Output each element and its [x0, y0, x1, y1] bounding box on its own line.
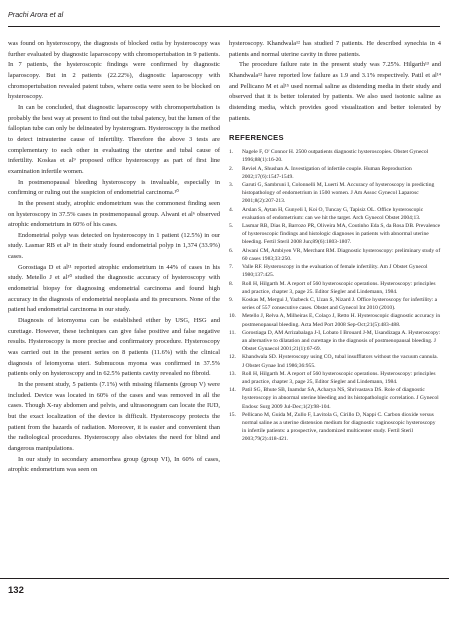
reference-item: [229, 386, 441, 411]
reference-number: 6.: [229, 247, 234, 254]
reference-text: Roll H, Hilgarth M. A report of 560 hysteroscopic operations. Hysteroscopy: principles and practice, chapter 3, page 25. Editor Siegler and Lindemann, 1984.: [242, 280, 436, 295]
body-paragraph: In postmenopausal bleeding hysteroscopy is invaluable, especially in confirming or ruling out the suspicion of endometrial carcinoma.¹⁰: [8, 178, 220, 197]
reference-list: [229, 148, 441, 443]
body-paragraph: Gorostiaga D et al¹¹ reported atrophic endometrium in 44% of cases in his study. Metello J et al¹⁰ studied the diagnostic accuracy of hysteroscopy with endometrial biopsy for diagnosing endometrial carcinoma and found high accuracy in the diagnosis of endometrial neoplasia and its precursors. None of the patient had endometrial carcinoma in our study.: [8, 263, 220, 314]
reference-item: [229, 312, 441, 328]
reference-item: [229, 329, 441, 354]
reference-item: [229, 263, 441, 279]
reference-number: 8.: [229, 280, 234, 287]
reference-number: 4.: [229, 206, 234, 213]
reference-number: 13.: [229, 370, 236, 377]
body-paragraph: In our study in secondary amenorrhea group (group VI), In 60% of cases, atrophic endometrium was seen on: [8, 455, 220, 474]
reference-text: Nagele F, O' Connor H. 2500 outpatients diagnostic hysteroscopies. Obstet Gynecol 1996;88(1):16-20.: [242, 149, 429, 164]
reference-text: Patil SG, Bhute SB, Inamdar SA, Acharya NS, Shrivastava DS. Role of diagnostic hysteroscopy in abnormal uterine bleeding and its histopathologic correlation. J Gynecol Endosc Surg 2009 Jul-Dec;1(2):98-104.: [242, 387, 439, 410]
reference-text: Alwani CM, Ambiyen VR, Merchant RM. Diagnostic hysteroscopy: preliminary study of 60 cases 1983;33:250.: [242, 247, 441, 262]
reference-text: Roll H, Hilgarth M. A report of 560 hysteroscopic operations. Hysteroscopy: principles and practice, chapter 3, page 25, Editor Siegler and Lindemann, 1984.: [242, 370, 436, 385]
reference-text: Arslan S, Aytan H, Gunyeli I, Koi O, Tuncay G, Tapisiz OL. Office hysteroscopic evaluation of endometrium: can we hit the target. Arch Gynecol Obstet 2004;13.: [242, 206, 424, 221]
reference-number: 9.: [229, 296, 234, 303]
reference-text: Koskas M, Mergui J, Yazbeck C, Uzan S, Nizard J. Office hysteroscopy for infertility: a series of 557 consecutive cases. Obstet and Gynecol Int 2010 (2010).: [242, 296, 438, 312]
reference-number: 7.: [229, 264, 234, 271]
body-paragraph: was found on hysteroscopy, the diagnosis of blocked ostia by hysteroscopy was further evaluated by diagnostic laparoscopy with chromopertubation in 9 patients. In 7 patients, the hysteroscopic findings were confirmed by diagnostic laparoscopy. But in 2 patients (22.22%), diagnostic laparoscopy with chromopertubation revealed patent tubes, where ostia were seen to be blocked on hysteroscopy.: [8, 40, 220, 101]
reference-number: 14.: [229, 387, 236, 394]
reference-item: [229, 165, 441, 181]
reference-text: Pellicano M, Guida M, Zullo F, Lavitola G, Cirillo D, Nappi C. Carbon dioxide versus normal saline as a uterine distension medium for diagnostic vaginoscopic hysteroscopy in infertile patients: a prospective, randomized multicenter study. Fertil Steril 2003;79(2):418-421.: [242, 411, 436, 443]
body-paragraph: In the present study, 5 patients (7.1%) with missing filaments (group V) were included. Device was located in 60% of the cases and was removed in all the cases. Though X-ray abdomen and pelvis, and ultrasonogram can locate the IUD, but the exact localization of the device is difficult. Hysteroscopy protects the patient from the hazards of radiation. Moreover, it is easier and convenient than the radiological procedures. Hysteroscopy also obviates the need for blind and dangerous manipulations.: [8, 381, 220, 452]
running-header: [8, 6, 440, 32]
body-paragraph: The procedure failure rate in the present study was 7.25%. Hilgarth¹³ and Khandwala¹² have reported low failure as 1.9 and 3.1% respectively. Patil et al¹⁴ and Pellicano M et al¹⁵ used normal saline as distending media in their study and observed that it is better tolerated by patients. We also used isotonic saline as distending media, which provides good visualization and better tolerated by patients.: [229, 61, 441, 122]
reference-text: Khandwala SD. Hysteroscopy using CO₂ tubal insufflators without the vacuum cannula. J Obstet Gynae Ind 1986;36:955.: [242, 354, 438, 369]
reference-text: Lasmar RB, Dias R, Barrozo PR, Oliveira MA, Coutinho Eda S, da Rosa DB. Prevalence of hysteroscopic findings and histologic diagnoses in patients with abnormal uterine bleeding. Fertil Steril 2008 Jun;89(6):1803-1807.: [242, 223, 441, 246]
reference-number: 15.: [229, 411, 236, 418]
reference-item: [229, 370, 441, 386]
body-paragraph: hysteroscopy. Khandwala¹² has studied 7 patients. He described synechia in 4 patients and normal uterine cavity in three patients.: [229, 40, 441, 58]
footer-rule: [0, 578, 449, 579]
body-paragraph: Endometrial polyp was detected on hysteroscopy in 1 patient (12.5%) in our study. Lasmar RB et al⁵ in their study found endometrial polyp in 1,374 (33.9%) cases.: [8, 231, 220, 261]
running-title: Prachi Arora et al: [8, 10, 64, 19]
reference-item: [229, 148, 441, 164]
reference-item: [229, 181, 441, 206]
reference-item: [229, 247, 441, 263]
header-rule: [8, 26, 440, 27]
reference-number: 12.: [229, 354, 236, 361]
reference-item: [229, 296, 441, 312]
reference-number: 5.: [229, 223, 234, 230]
left-column: [8, 39, 220, 476]
reference-item: [229, 353, 441, 369]
reference-item: [229, 206, 441, 222]
reference-item: [229, 411, 441, 444]
reference-number: 11.: [229, 329, 236, 336]
references-heading: REFERENCES: [229, 133, 284, 143]
reference-number: 1.: [229, 149, 234, 156]
reference-item: [229, 280, 441, 296]
body-paragraph: In can be concluded, that diagnostic laparoscopy with chromopertubation is probably the best way at present to find out the tubal patency, but the lumen of the fallopian tube can only be delineated by hysterogram. Hysteroscopy is the method to detect intrauterine cause of infertility. Therefore the above 3 tests are complementary to each other in evaluating the uterine and tubal cause of infertility. Koskas et al⁹ proposed office hysteroscopy as part of first line examination infertile women.: [8, 103, 220, 175]
body-paragraph: In the present study, atrophic endometrium was the commonest finding seen on hysteroscopy in 37.5% cases in postmenopausal group. Alwani et al⁶ observed atrophic endometrium in 60% of his cases.: [8, 199, 220, 229]
body-paragraph: Diagnosis of leiomyoma can be established either by USG, HSG and curettage. However, these techniques can give false positive and false negative results. Hysteroscopy is more precise and confirmatory procedure. Hysteroscopy was carried out in the present series on 8 patients (11.6%) with the clinical diagnosis of leiomyoma uteri. Submucous myoma was confirmed in 37.5% patients only on hysteroscopy and in 62.5% patients cavity revealed no fibroid.: [8, 317, 220, 378]
reference-text: Metello J, Relva A, Milheiras E, Colaço J, Retto H. Hysteroscopic diagnostic accuracy in postmenopausal bleeding. Acta Med Port 2008 Sep-Oct;21(5):483-488.: [242, 313, 441, 328]
page-number: 132: [8, 585, 24, 596]
right-column: [229, 39, 441, 444]
reference-number: 3.: [229, 182, 234, 189]
reference-text: Garuti G, Sambruni I, Colonnelli M, Luerti M. Accuracy of hysteroscopy in predicting histopathology of endometrium in 1500 women. J Am Assoc Gynecol Laparosc 2001;8(2):207-213.: [242, 182, 435, 205]
reference-text: Valle RF. Hysteroscopy in the evaluation of female infertility. Am J Obstet Gynecol 1980;137:425.: [242, 264, 428, 279]
reference-text: Gorostiaga D, AM Arrizabalaga J-I, Lobato I Brouard J-M, Usandizaga A. Hysteroscopy: an alternative to dilatation and curettage in the diagnosis of postmenopausal bleeding. J Obstet Gynaecol 2001;21(1):67-69.: [242, 329, 441, 353]
reference-number: 2.: [229, 165, 234, 172]
reference-number: 10.: [229, 313, 236, 320]
reference-item: [229, 222, 441, 247]
reference-text: Reviel A, Shushan A. Investigation of infertile couple. Human Reproduction 2002;17(6):1547-1549.: [242, 165, 412, 180]
